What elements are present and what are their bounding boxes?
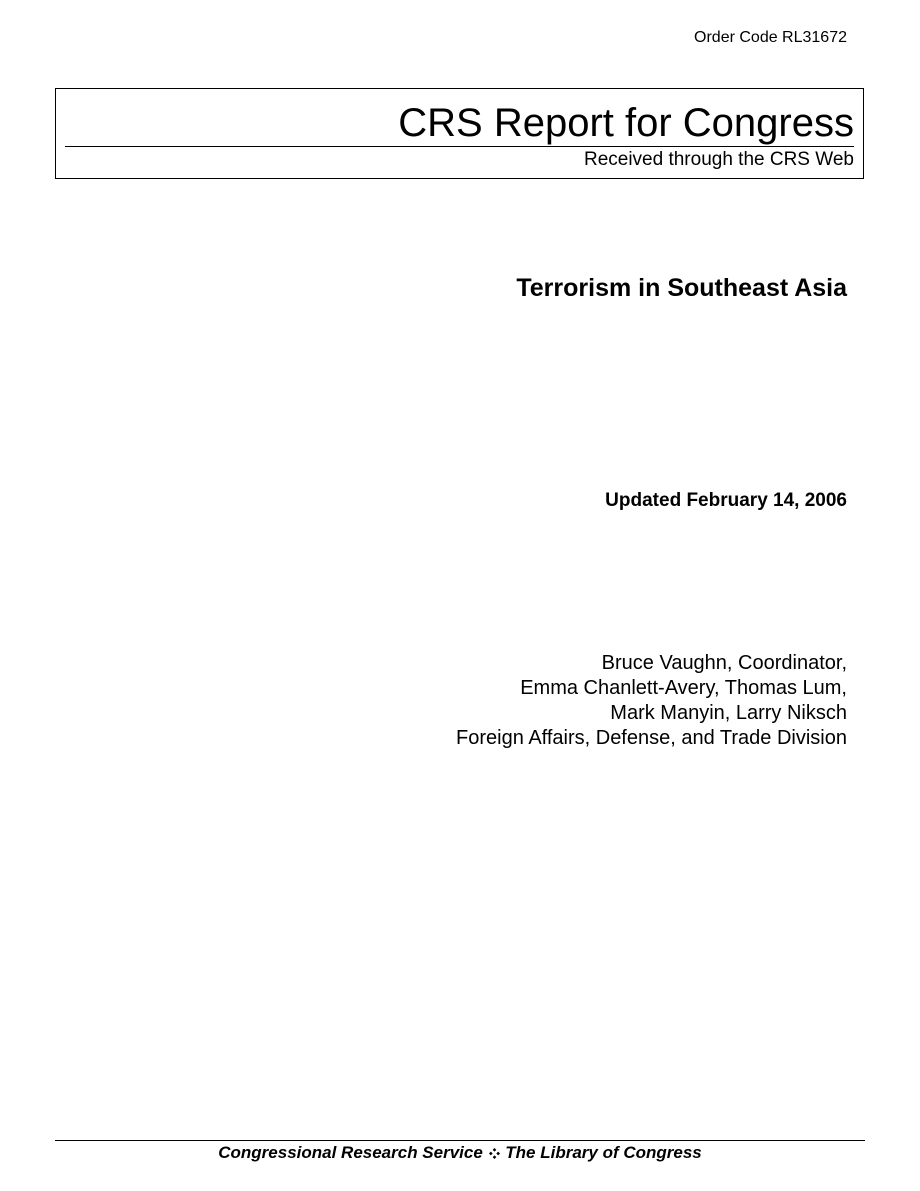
updated-date: Updated February 14, 2006 [605,490,847,511]
authors-block [456,651,847,751]
header-subtitle: Received through the CRS Web [583,149,854,170]
footer-crs: Congressional Research Service [218,1143,483,1162]
header-divider [65,146,854,147]
report-header-box [55,88,864,179]
header-title: CRS Report for Congress [398,101,854,145]
author-line: Mark Manyin, Larry Niksch [610,702,847,724]
footer-library: The Library of Congress [505,1143,702,1162]
order-code: Order Code RL31672 [694,29,847,46]
author-line: Emma Chanlett-Avery, Thomas Lum, [520,677,847,699]
report-title: Terrorism in Southeast Asia [516,274,847,302]
four-diamond-icon [489,1148,500,1159]
author-line: Foreign Affairs, Defense, and Trade Division [456,727,847,749]
footer [55,1142,865,1164]
footer-divider [55,1140,865,1141]
author-line: Bruce Vaughn, Coordinator, [601,652,847,674]
